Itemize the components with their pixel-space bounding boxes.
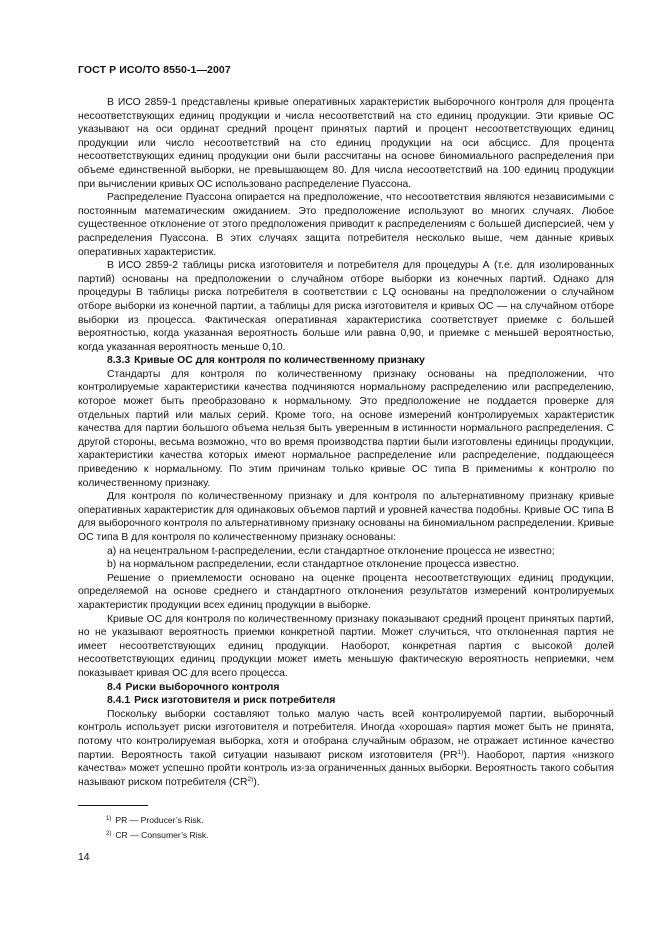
section-heading <box>78 354 614 368</box>
list-item: b) на нормальном распределении, если стандартное отклонение процесса известно. <box>107 559 519 571</box>
document-body <box>78 96 614 789</box>
footnote <box>78 812 209 827</box>
paragraph-text: Поскольку выборки составляют только малую часть всей контролируемой партии, выборочный контроль использует риски изготовителя и потребителя. Иногда «хорошая» партия может быть не принята, потому что контролируемая выборка, хотя и отобрана случайным образом, не отражает истинное качество партии. Вероятность такой ситуации называют риском изготовителя (PR <box>78 708 614 761</box>
footnote-text: CR — Consumer’s Risk. <box>115 830 209 840</box>
footnote-mark: 2) <box>106 831 112 837</box>
paragraph: Кривые ОС для контроля по количественному признаку показывают средний процент принятых партий, но не указывают вероятность приемки конкретной партии. Может случиться, что отклоненная партия не имеет несоответствующих единиц продукции. Наоборот, конкретная партия с высокой долей несоответствующих единиц продукции может иметь меньшую фактическую вероятность неприемки, чем показывает кривая ОС для всего процесса. <box>78 613 614 679</box>
section-heading <box>78 694 614 708</box>
footnote <box>78 827 209 842</box>
footnote-ref[interactable]: 1) <box>457 748 464 756</box>
paragraph: Решение о приемлемости основано на оценке процента несоответствующих единиц продукции, определяемой на основе среднего и стандартного отклонения результатов измерений контролируемых характеристик продукции всех единиц продукции в выборке. <box>78 572 614 611</box>
paragraph: В ИСО 2859-2 таблицы риска изготовителя и потребителя для процедуры А (т.е. для изолированных партий) основаны на предположении о случайном отборе выборки из конечных партий. Однако для процедуры В таблицы риска потребителя в соответствии с LQ основаны на предположении о случайном отборе выборки из конечной партии, а таблицы для риска изготовителя и кривых ОС — на случайном отборе выборки из процесса. Фактическая оперативная характеристика соответствует приемке с большей вероятностью, когда указанная вероятность больше или равна 0,90, и приемке с меньшей вероятностью, когда указанная вероятность меньше 0,10. <box>78 260 614 353</box>
section-number: 8.4 <box>107 681 122 693</box>
section-heading <box>78 681 614 695</box>
section-number: 8.4.1 <box>107 695 131 707</box>
list-item: a) на нецентральном t-распределении, если стандартное отклонение процесса не известно; <box>107 545 555 557</box>
paragraph: Стандарты для контроля по количественному признаку основаны на предположении, что контролируемые характеристики качества подчиняются нормальному распределению или распределению, которое может быть преобразовано к нормальному. Это предположение не поддается проверке для отдельных партий или малых серий. Кроме того, на основе измерений контролируемых характеристик качества для партии большого объема нельзя быть уверенным в истинности нормального распределения. С другой стороны, весьма возможно, что во время производства партии были изготовлены единицы продукции, характеристики качества которых имеют нормальное распределение или распределение, поддающееся приведению к нормальному. По этим причинам только кривые ОС типа В применимы к контролю по количественному признаку. <box>78 368 614 489</box>
footnote-divider <box>78 805 148 806</box>
paragraph: Распределение Пуассона опирается на предположение, что несоответствия являются независимыми с постоянным математическим ожиданием. Это предположение используют во многих случаях. Любое существенное отклонение от этого предположения приводит к распределениям с большей дисперсией, чем у распределения Пуассона. В этих случаях защита потребителя несколько выше, чем данные кривых оперативных характеристик. <box>78 192 614 258</box>
footnotes <box>78 812 209 842</box>
section-title: Риски выборочного контроля <box>125 681 280 693</box>
paragraph: Для контроля по количественному признаку и для контроля по альтернативному признаку кривые оперативных характеристик для одинаковых объемов партий и уровней качества подобны. Кривые ОС типа В для выборочного контроля по альтернативному признаку основаны на биномиальном распределении. Кривые ОС типа В для контроля по количественному признаку основаны: <box>78 491 614 543</box>
page-number: 14 <box>78 852 90 863</box>
footnote-text: PR — Producer’s Risk. <box>115 815 204 825</box>
section-number: 8.3.3 <box>107 355 131 367</box>
paragraph-text: ). Наоборот, партия «низкого качества» может успешно пройти контроль из-за ограниченных данных выборки. Вероятность такого события называют риском потребителя (CR <box>78 749 615 788</box>
footnote-ref[interactable]: 2) <box>247 775 254 783</box>
section-title: Кривые ОС для контроля по количественному признаку <box>134 355 425 367</box>
section-title: Риск изготовителя и риск потребителя <box>134 695 336 707</box>
document-header: ГОСТ Р ИСО/ТО 8550-1—2007 <box>78 64 231 76</box>
paragraph-text: ). <box>253 776 260 788</box>
footnote-mark: 1) <box>106 816 112 822</box>
paragraph: В ИСО 2859-1 представлены кривые оперативных характеристик выборочного контроля для процента несоответствующих единиц продукции и числа несоответствий на сто единиц продукции. Эти кривые ОС указывают на оси ординат средний процент принятых партий и процент несоответствующих единиц продукции или число несоответствий на сто единиц продукции на оси абсцисс. Для процента несоответствующих единиц продукции они были рассчитаны на основе биномиального распределения при объеме единственной выборки, не превышающем 80. Для числа несоответствий на 100 единиц продукции при вычислении кривых ОС использовано распределение Пуассона. <box>78 97 614 190</box>
paragraph <box>78 708 614 790</box>
